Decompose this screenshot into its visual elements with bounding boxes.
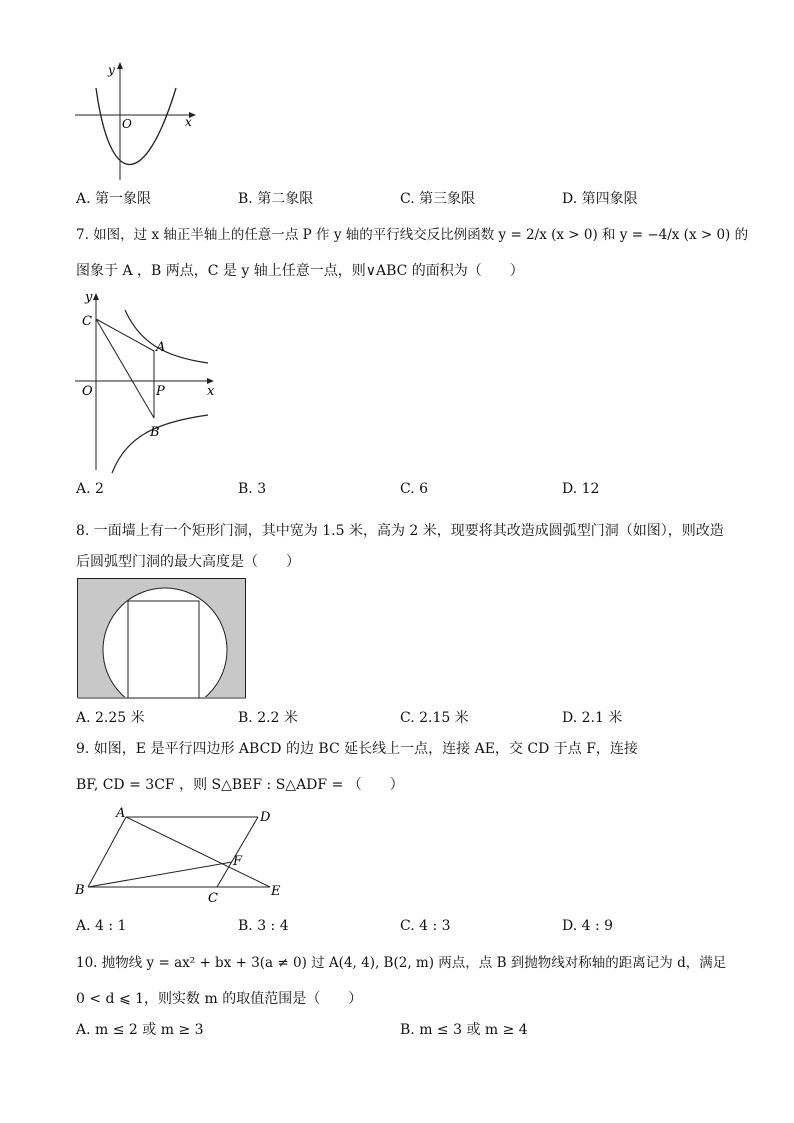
q6-option-c[interactable]: C. 第三象限 — [400, 191, 476, 207]
curve-y-neg4-over-x — [112, 415, 208, 473]
q7-option-a[interactable]: A. 2 — [76, 481, 104, 497]
point-e-label: E — [271, 884, 281, 899]
q10-stem-line2: 0 < d ⩽ 1，则实数 m 的取值范围是（ ） — [76, 991, 363, 1007]
segment-CB — [96, 319, 154, 418]
q9-stem-line2: BF, CD = 3CF ，则 S△BEF : S△ADF = （ ） — [76, 777, 404, 793]
q8-option-c[interactable]: C. 2.15 米 — [400, 710, 469, 726]
side-AB — [88, 817, 126, 887]
point-c-label: C — [82, 314, 92, 329]
q8-option-d[interactable]: D. 2.1 米 — [562, 710, 623, 726]
q9-option-d[interactable]: D. 4 : 9 — [562, 918, 614, 934]
parallelogram-figure — [70, 805, 290, 905]
q10-stem-line1: 10. 抛物线 y = ax² + bx + 3(a ≠ 0) 过 A(4, 4), B(2, m) 两点，点 B 到抛物线对称轴的距离记为 d，满足 — [76, 955, 727, 971]
q7-stem-line2: 图象于 A ，B 两点，C 是 y 轴上任意一点，则∨ABC 的面积为（ ） — [76, 263, 524, 279]
q6-option-d[interactable]: D. 第四象限 — [562, 191, 638, 207]
point-d-label: D — [260, 810, 271, 825]
q6-option-b[interactable]: B. 第二象限 — [238, 191, 314, 207]
origin-label: O — [82, 384, 93, 399]
q10-option-a[interactable]: A. m ≤ 2 或 m ≥ 3 — [76, 1022, 204, 1038]
point-b-label: B — [150, 425, 160, 440]
point-b-label: B — [75, 883, 85, 898]
point-c-label: C — [208, 891, 218, 906]
q7-option-c[interactable]: C. 6 — [400, 481, 429, 497]
q8-option-b[interactable]: B. 2.2 米 — [238, 710, 298, 726]
q7-option-b[interactable]: B. 3 — [238, 481, 267, 497]
q8-stem-line2: 后圆弧型门洞的最大高度是（ ） — [76, 554, 300, 570]
q9-stem-line1: 9. 如图，E 是平行四边形 ABCD 的边 BC 延长线上一点，连接 AE，交 CD 于点 F，连接 — [76, 741, 638, 757]
rectangular-doorway — [128, 601, 199, 698]
door-arch-figure — [77, 578, 247, 700]
point-a-label: A — [156, 340, 166, 355]
point-p-label: P — [156, 384, 165, 399]
q7-stem-line1: 7. 如图，过 x 轴正半轴上的任意一点 P 作 y 轴的平行线交反比例函数 y = 2/x (x > 0) 和 y = −4/x (x > 0) 的 — [76, 227, 749, 243]
q8-option-a[interactable]: A. 2.25 米 — [76, 710, 145, 726]
segment-BF — [88, 862, 232, 887]
q9-option-c[interactable]: C. 4 : 3 — [400, 918, 451, 934]
origin-label: O — [122, 117, 132, 131]
parabola-curve — [96, 88, 176, 165]
x-axis-label: x — [207, 384, 215, 399]
reciprocal-figure — [70, 285, 230, 475]
q9-option-a[interactable]: A. 4 : 1 — [76, 918, 127, 934]
q10-option-b[interactable]: B. m ≤ 3 或 m ≥ 4 — [400, 1022, 528, 1038]
q8-stem-line1: 8. 一面墙上有一个矩形门洞，其中宽为 1.5 米，高为 2 米，现要将其改造成圆弧型门洞（如图），则改造 — [76, 523, 724, 539]
parabola-figure — [70, 60, 200, 180]
y-axis-label: y — [108, 63, 115, 77]
segment-CA — [96, 319, 154, 351]
x-axis-label: x — [185, 115, 192, 129]
q7-option-d[interactable]: D. 12 — [562, 481, 600, 497]
side-DC — [217, 817, 258, 887]
point-a-label: A — [116, 806, 126, 821]
q6-option-a[interactable]: A. 第一象限 — [76, 191, 152, 207]
q9-option-b[interactable]: B. 3 : 4 — [238, 918, 289, 934]
y-axis-label: y — [85, 290, 93, 305]
curve-y-2-over-x — [125, 310, 208, 363]
point-f-label: F — [233, 854, 243, 869]
